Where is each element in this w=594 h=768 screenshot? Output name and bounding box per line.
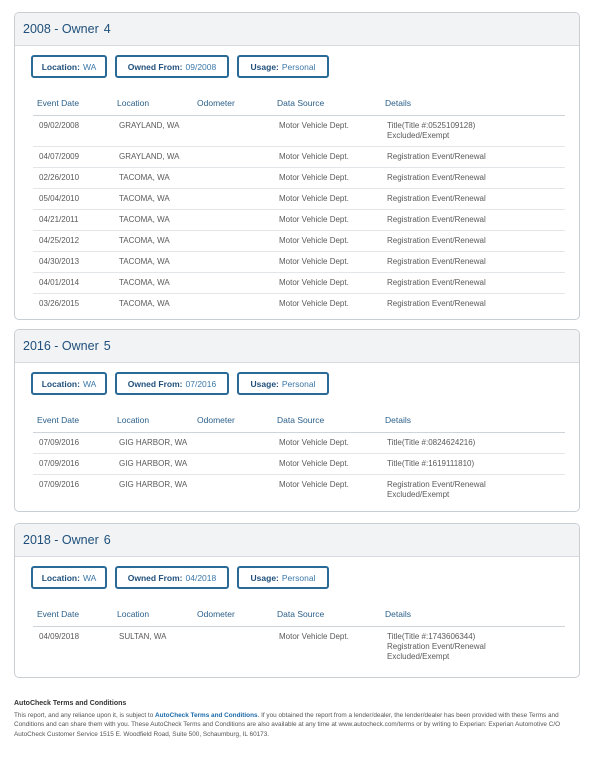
events-body	[33, 626, 565, 667]
location-label: Location:	[41, 378, 80, 389]
col-data-source: Data Source	[273, 602, 381, 626]
event-row	[33, 453, 565, 474]
event-location: GRAYLAND, WA	[113, 146, 193, 167]
event-detail-line: Registration Event/Renewal	[387, 479, 486, 489]
col-location: Location	[113, 602, 193, 626]
event-location: TACOMA, WA	[113, 230, 193, 251]
col-details: Details	[381, 408, 565, 432]
event-detail-line: Registration Event/Renewal	[387, 641, 486, 651]
owner-title-text: 2016 - Owner	[23, 339, 99, 353]
usage-value: Personal	[281, 572, 316, 583]
event-row	[33, 188, 565, 209]
event-date: 05/04/2010	[33, 188, 113, 209]
owned-from-label: Owned From:	[127, 572, 183, 583]
owner-header	[15, 330, 579, 363]
event-odometer	[193, 432, 273, 453]
event-row	[33, 272, 565, 293]
event-date: 02/26/2010	[33, 167, 113, 188]
event-date: 07/09/2016	[33, 453, 113, 474]
event-location: TACOMA, WA	[113, 251, 193, 272]
events-table	[33, 602, 565, 667]
events-body	[33, 115, 565, 314]
owned-from-value: 09/2008	[185, 61, 217, 72]
event-row	[33, 115, 565, 146]
usage-label: Usage:	[250, 378, 279, 389]
owner-title	[23, 22, 111, 36]
col-event-date: Event Date	[33, 602, 113, 626]
event-source: Motor Vehicle Dept.	[273, 209, 381, 230]
owned-from-value: 04/2018	[185, 572, 217, 583]
event-row	[33, 230, 565, 251]
terms-title: AutoCheck Terms and Conditions	[14, 700, 127, 707]
owner-number: 6	[103, 533, 111, 547]
owner-header	[15, 524, 579, 557]
event-location: TACOMA, WA	[113, 167, 193, 188]
event-odometer	[193, 188, 273, 209]
event-odometer	[193, 209, 273, 230]
event-date: 04/07/2009	[33, 146, 113, 167]
event-row	[33, 626, 565, 667]
event-detail-line: Title(Title #:1743606344)	[387, 631, 476, 641]
location-badge	[31, 566, 107, 589]
event-detail-line: Excluded/Exempt	[387, 130, 450, 140]
usage-label: Usage:	[250, 572, 279, 583]
col-odometer: Odometer	[193, 91, 273, 115]
col-event-date: Event Date	[33, 408, 113, 432]
events-header-row	[33, 602, 565, 626]
event-details	[381, 188, 565, 209]
event-date: 03/26/2015	[39, 298, 80, 308]
events-header-row	[33, 91, 565, 115]
owned-from-badge	[115, 55, 229, 78]
usage-value: Personal	[281, 378, 316, 389]
event-detail-line: Title(Title #:0824624216)	[387, 437, 476, 447]
event-source: Motor Vehicle Dept.	[273, 146, 381, 167]
events-header-row	[33, 408, 565, 432]
events-table	[33, 91, 565, 314]
event-row	[33, 251, 565, 272]
event-details	[381, 209, 565, 230]
event-row	[33, 146, 565, 167]
owner-title	[23, 533, 111, 547]
event-detail-line: Registration Event/Renewal	[387, 256, 486, 266]
event-location: TACOMA, WA	[113, 209, 193, 230]
event-details	[381, 453, 565, 474]
event-source: Motor Vehicle Dept.	[279, 631, 349, 641]
event-row	[33, 209, 565, 230]
location-label: Location:	[41, 572, 80, 583]
event-source: Motor Vehicle Dept.	[273, 453, 381, 474]
event-detail-line: Registration Event/Renewal	[387, 193, 486, 203]
owner-badges	[15, 55, 579, 83]
event-source: Motor Vehicle Dept.	[273, 251, 381, 272]
owner-title-text: 2018 - Owner	[23, 533, 99, 547]
terms-text-after: . If you obtained the report from a lender/dealer, the lender/dealer has been provided with these Terms and Conditions and can share them with you. These AutoCheck Terms and Conditions are also available at any time at www.autocheck.com/terms or by writing to Experian: Experian Automotive C/O AutoCheck Customer Service 1515 E. Woodfield Road, Suite 500, Schaumburg, IL 60173.	[14, 711, 561, 738]
col-data-source: Data Source	[273, 408, 381, 432]
event-odometer	[193, 230, 273, 251]
event-details	[381, 115, 565, 146]
owner-card-5	[14, 329, 580, 512]
col-data-source: Data Source	[273, 91, 381, 115]
owner-number: 4	[103, 22, 111, 36]
event-source: Motor Vehicle Dept.	[273, 432, 381, 453]
location-badge	[31, 372, 107, 395]
col-location: Location	[113, 91, 193, 115]
event-detail-line: Registration Event/Renewal	[387, 214, 486, 224]
event-date: 04/30/2013	[33, 251, 113, 272]
col-details: Details	[381, 602, 565, 626]
event-odometer	[193, 626, 273, 667]
events-table	[33, 408, 565, 505]
location-value: WA	[82, 572, 97, 583]
event-date: 04/09/2018	[39, 631, 80, 641]
event-odometer	[193, 453, 273, 474]
event-source: Motor Vehicle Dept.	[279, 479, 349, 489]
owner-badges	[15, 566, 579, 594]
terms-link[interactable]: AutoCheck Terms and Conditions	[155, 711, 258, 719]
event-row	[33, 293, 565, 314]
event-location: GRAYLAND, WA	[113, 115, 193, 146]
owner-header	[15, 13, 579, 46]
col-details: Details	[381, 91, 565, 115]
event-date: 04/01/2014	[33, 272, 113, 293]
event-detail-line: Excluded/Exempt	[387, 489, 450, 499]
event-detail-line: Title(Title #:1619111810)	[387, 458, 475, 468]
event-date: 04/25/2012	[33, 230, 113, 251]
event-row	[33, 432, 565, 453]
event-date: 04/21/2011	[33, 209, 113, 230]
event-date: 07/09/2016	[33, 432, 113, 453]
event-source: Motor Vehicle Dept.	[273, 167, 381, 188]
event-detail-line: Registration Event/Renewal	[387, 277, 486, 287]
event-source: Motor Vehicle Dept.	[273, 230, 381, 251]
usage-badge	[237, 372, 329, 395]
usage-label: Usage:	[250, 61, 279, 72]
location-value: WA	[82, 378, 97, 389]
event-details	[381, 251, 565, 272]
col-location: Location	[113, 408, 193, 432]
event-source: Motor Vehicle Dept.	[273, 272, 381, 293]
event-detail-line: Title(Title #:0525109128)	[387, 120, 476, 130]
event-row	[33, 167, 565, 188]
owner-badges	[15, 372, 579, 400]
event-source: Motor Vehicle Dept.	[279, 298, 349, 308]
event-location: GIG HARBOR, WA	[113, 432, 193, 453]
event-location: GIG HARBOR, WA	[113, 453, 193, 474]
event-source: Motor Vehicle Dept.	[273, 115, 381, 146]
event-detail-line: Registration Event/Renewal	[387, 151, 486, 161]
terms-body	[14, 711, 580, 740]
event-detail-line: Excluded/Exempt	[387, 651, 450, 661]
event-odometer	[193, 167, 273, 188]
event-details	[381, 167, 565, 188]
event-details	[381, 230, 565, 251]
owned-from-badge	[115, 372, 229, 395]
event-detail-line: Registration Event/Renewal	[387, 298, 486, 308]
event-odometer	[193, 146, 273, 167]
location-badge	[31, 55, 107, 78]
owner-card-6	[14, 523, 580, 678]
event-location: TACOMA, WA	[113, 272, 193, 293]
owner-title-text: 2008 - Owner	[23, 22, 99, 36]
usage-badge	[237, 566, 329, 589]
owned-from-value: 07/2016	[185, 378, 217, 389]
owner-number: 5	[103, 339, 111, 353]
location-value: WA	[82, 61, 97, 72]
events-body	[33, 432, 565, 505]
terms-section	[14, 699, 580, 739]
event-location: GIG HARBOR, WA	[119, 479, 188, 489]
event-location: SULTAN, WA	[119, 631, 167, 641]
terms-text-before: This report, and any reliance upon it, is subject to	[14, 711, 156, 719]
location-label: Location:	[41, 61, 80, 72]
event-location: TACOMA, WA	[119, 298, 170, 308]
event-odometer	[193, 474, 273, 505]
event-odometer	[193, 293, 273, 314]
event-location: TACOMA, WA	[113, 188, 193, 209]
owner-title	[23, 339, 111, 353]
event-date: 09/02/2008	[33, 115, 113, 146]
event-date: 07/09/2016	[39, 479, 80, 489]
event-details	[381, 293, 565, 314]
event-details	[381, 474, 565, 505]
event-details	[381, 146, 565, 167]
owner-card-4	[14, 12, 580, 320]
usage-value: Personal	[281, 61, 316, 72]
owned-from-label: Owned From:	[127, 378, 183, 389]
event-details	[381, 272, 565, 293]
event-row	[33, 474, 565, 505]
event-odometer	[193, 251, 273, 272]
event-details	[381, 432, 565, 453]
event-source: Motor Vehicle Dept.	[273, 188, 381, 209]
event-details	[381, 626, 565, 667]
col-odometer: Odometer	[193, 408, 273, 432]
owned-from-label: Owned From:	[127, 61, 183, 72]
event-odometer	[193, 272, 273, 293]
owned-from-badge	[115, 566, 229, 589]
col-event-date: Event Date	[33, 91, 113, 115]
event-odometer	[193, 115, 273, 146]
col-odometer: Odometer	[193, 602, 273, 626]
event-detail-line: Registration Event/Renewal	[387, 235, 486, 245]
event-detail-line: Registration Event/Renewal	[387, 172, 486, 182]
usage-badge	[237, 55, 329, 78]
